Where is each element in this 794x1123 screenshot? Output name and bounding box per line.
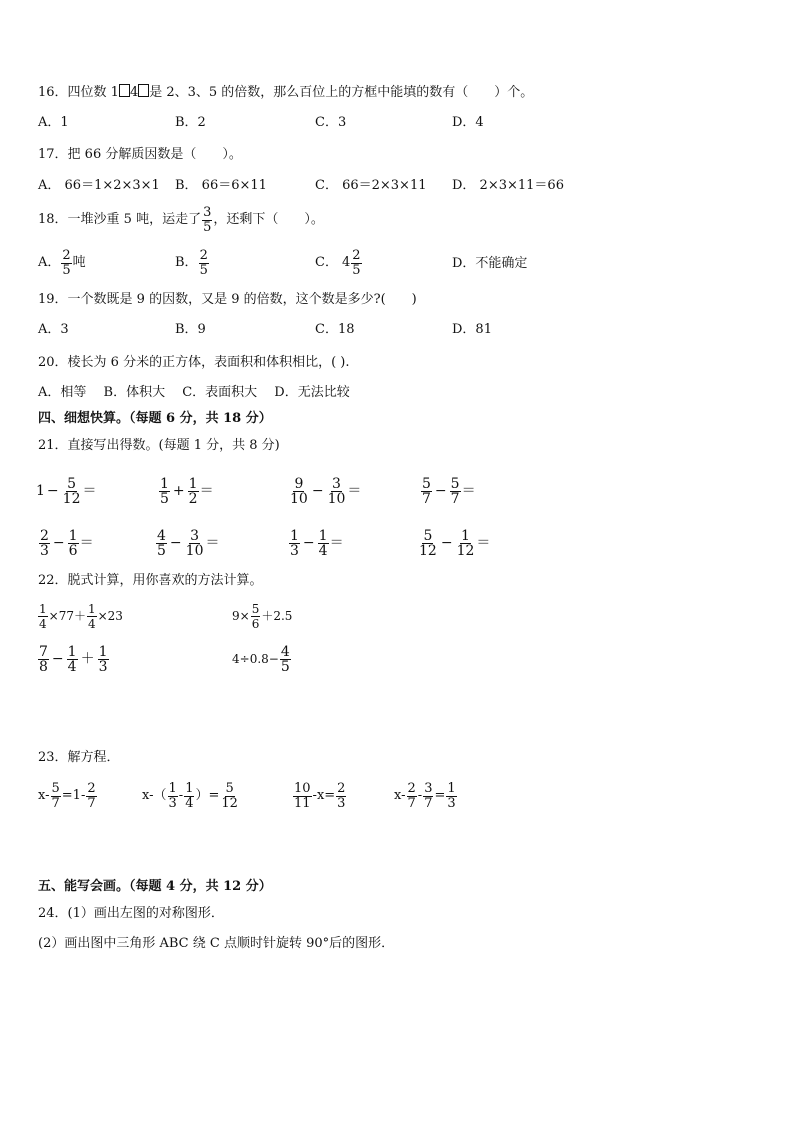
q23-eq-3: 10 11 -x= $\frac{2}{3}$ — [294, 780, 346, 811]
q23-eq-1: x- $\frac{5}{7}$ =1- 2 7 — [38, 780, 96, 811]
q16-stem: 16．四位数 1 4 是 2、3、5 的倍数，那么百位上的方框中能填的数有（ ）个。 — [38, 85, 534, 100]
q23-eq-4: x- 2 7 - $\frac{3}{7}$ = $\frac{1}{3}$ — [394, 780, 456, 811]
q21-item-6: 4 5 − $\frac{3}{10}$ ＝ — [157, 527, 220, 559]
q24-part-1: 24．(1）画出左图的对称图形． — [38, 906, 224, 921]
fraction: $\frac{2}{3}$ — [337, 780, 346, 811]
fraction: 4 5 — [157, 527, 166, 559]
q17-stem: 17．把 66 分解质因数是（ ）。 — [38, 147, 242, 162]
fraction: 3 5 — [203, 204, 212, 235]
q19-stem: 19．一个数既是 9 的因数，又是 9 的倍数，这个数是多少?( ) — [38, 292, 417, 307]
fraction: 1 3 — [168, 780, 177, 811]
q21-stem: 21．直接写出得数。(每题 1 分，共 8 分) — [38, 438, 280, 453]
q16-option-c: C．3 — [315, 115, 347, 130]
q20-stem: 20．棱长为 6 分米的正方体，表面积和体积相比，( ). — [38, 355, 350, 370]
fraction: $\frac{3}{10}$ — [185, 527, 204, 559]
q18-option-d: D．不能确定 — [452, 256, 528, 271]
digit-box — [119, 84, 130, 97]
fraction: $\frac{5}{12}$ — [62, 475, 81, 507]
q19-option-a: A．3 — [38, 322, 69, 337]
q17-option-b: B． 66＝6×11 — [175, 178, 267, 193]
q17-option-c: C． 66＝2×3×11 — [315, 178, 427, 193]
fraction: 1 5 — [160, 475, 169, 507]
q16-option-b: B．2 — [175, 115, 206, 130]
q19-option-d: D．81 — [452, 322, 492, 337]
q18-stem: 18．一堆沙重 5 吨，运走了 3 5 ，还剩下（ ）。 — [38, 204, 324, 235]
fraction: $\frac{1}{4}$ — [67, 643, 77, 675]
fraction: 2 5 — [62, 247, 71, 278]
fraction: $\frac{1}{6}$ — [68, 527, 78, 559]
q18-option-c: C． 4 2 5 — [315, 247, 361, 278]
fraction: 2 7 — [407, 780, 416, 811]
q18-option-a: A． 2 5 吨 — [38, 247, 86, 278]
q22-expr-4: 4÷0.8− $\frac{4}{5}$ — [232, 643, 290, 675]
q22-expr-2: 9× $\frac{5}{6}$ ＋2.5 — [232, 601, 293, 631]
fraction: $\frac{1}{4}$ — [87, 601, 96, 631]
fraction: $\frac{1}{2}$ — [188, 475, 198, 507]
q16-option-a: A．1 — [38, 115, 69, 130]
section-5-title: 五、能写会画。（每题 4 分，共 12 分） — [38, 879, 272, 894]
fraction: 5 7 — [422, 475, 431, 507]
fraction: $\frac{5}{12}$ — [221, 780, 238, 811]
fraction: 10 11 — [294, 780, 311, 811]
fraction: $\frac{1}{4}$ — [39, 601, 47, 631]
q22-stem: 22．脱式计算，用你喜欢的方法计算。 — [38, 573, 263, 588]
q21-item-4: 5 7 − $\frac{5}{7}$ ＝ — [422, 475, 476, 507]
q17-option-d: D． 2×3×11＝66 — [452, 178, 564, 193]
q24-part-2: (2）画出图中三角形 ABC 绕 C 点顺时针旋转 90°后的图形． — [38, 936, 395, 951]
q21-item-7: 1 3 − $\frac{1}{4}$ ＝ — [290, 527, 344, 559]
fraction: 2 7 — [87, 780, 96, 811]
q23-eq-2: x-（ 1 3 - 1 4 ）= $\frac{5}{12}$ — [142, 780, 238, 811]
q18-option-b: B． 2 5 — [175, 247, 208, 278]
q16-option-d: D．4 — [452, 115, 484, 130]
fraction: 2 5 — [352, 247, 361, 278]
fraction: 2 3 — [40, 527, 49, 559]
fraction: $\frac{1}{4}$ — [318, 527, 328, 559]
q21-item-5: 2 3 − $\frac{1}{6}$ ＝ — [40, 527, 94, 559]
fraction: $\frac{1}{12}$ — [456, 527, 475, 559]
q17-option-a: A． 66＝1×2×3×1 — [38, 178, 160, 193]
q19-option-c: C．18 — [315, 322, 355, 337]
q22-expr-1: $\frac{1}{4}$ ×77＋ $\frac{1}{4}$ ×23 — [39, 601, 123, 631]
fraction: $\frac{1}{3}$ — [447, 780, 456, 811]
fraction: 1 4 — [185, 780, 194, 811]
q21-item-3: 9 10 − $\frac{3}{10}$ ＝ — [290, 475, 362, 507]
fraction: $\frac{5}{6}$ — [251, 601, 260, 631]
q19-option-b: B．9 — [175, 322, 206, 337]
q20-options: A．相等 B．体积大 C．表面积大 D．无法比较 — [38, 385, 350, 400]
section-4-title: 四、细想快算。（每题 6 分，共 18 分） — [38, 411, 272, 426]
fraction: 1 3 — [290, 527, 299, 559]
fraction: $\frac{3}{7}$ — [424, 780, 433, 811]
fraction: 7 8 — [39, 643, 48, 675]
digit-box — [138, 84, 149, 97]
fraction: $\frac{4}{5}$ — [280, 643, 290, 675]
fraction: 5 12 — [419, 527, 437, 559]
q22-expr-3: 7 8 − $\frac{1}{4}$ ＋ 1 3 — [39, 643, 108, 675]
q21-item-1: 1 − $\frac{5}{12}$ ＝ — [36, 475, 97, 507]
q21-item-2: 1 5 + $\frac{1}{2}$ ＝ — [160, 475, 214, 507]
fraction: $\frac{3}{10}$ — [327, 475, 346, 507]
fraction: 2 5 — [199, 247, 208, 278]
fraction: $\frac{5}{7}$ — [51, 780, 60, 811]
fraction: 1 3 — [98, 643, 108, 675]
q23-stem: 23．解方程． — [38, 750, 120, 765]
fraction: 9 10 — [290, 475, 308, 507]
q21-item-8: 5 12 − $\frac{1}{12}$ ＝ — [419, 527, 491, 559]
fraction: $\frac{5}{7}$ — [450, 475, 460, 507]
